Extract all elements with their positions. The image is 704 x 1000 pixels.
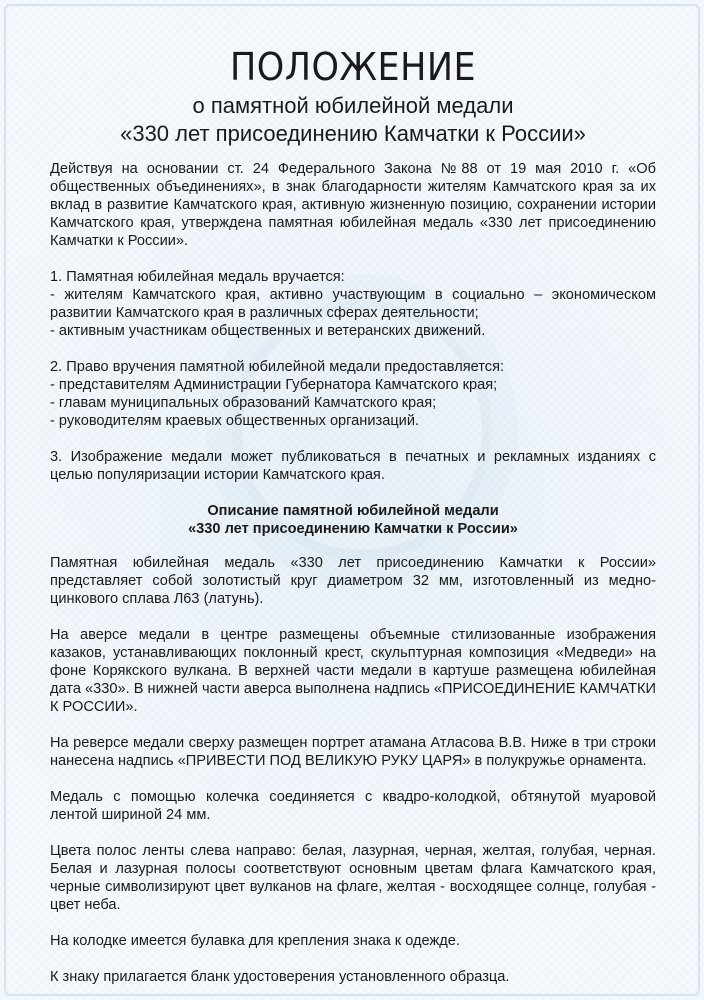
section2-item: - представителям Администрации Губернатора Камчатского края; xyxy=(50,377,498,393)
section1-item: - активным участникам общественных и ветеранских движений. xyxy=(50,323,486,339)
document-subtitle xyxy=(50,92,656,148)
subtitle-line-2: «330 лет присоединению Камчатки к России» xyxy=(120,121,586,146)
description-paragraph: На колодке имеется булавка для крепления знака к одежде. xyxy=(50,933,460,949)
section2-heading: 2. Право вручения памятной юбилейной медали предоставляется: xyxy=(50,359,505,375)
section2-item: - главам муниципальных образований Камчатского края; xyxy=(50,395,437,411)
description-paragraph: Цвета полос ленты слева направо: белая, лазурная, черная, желтая, голубая, черная. Белая и лазурная полосы соответствуют основным цветам флага Камчатского края, черные символизируют цвет вулканов на флаге, желтая - восходящее солнце, голубая - цвет неба. xyxy=(50,843,656,913)
intro-paragraph: Действуя на основании ст. 24 Федерального Закона №88 от 19 мая 2010 г. «Об общественных объединениях», в знак благодарности жителям Камчатского края за их вклад в развитие Камчатского края, активную жизненную позицию, сохранении истории Камчатского края, утверждена памятная юбилейная медаль «330 лет присоединению Камчатки к России». xyxy=(50,161,656,249)
section3-paragraph: 3. Изображение медали может публиковаться в печатных и рекламных изданиях с целью популяризации истории Камчатского края. xyxy=(50,449,656,483)
description-paragraph: Памятная юбилейная медаль «330 лет присоединению Камчатки к России» представляет собой золотистый круг диаметром 32 мм, изготовленный из медно-цинкового сплава Л63 (латунь). xyxy=(50,555,656,607)
section2-item: - руководителям краевых общественных организаций. xyxy=(50,413,420,429)
description-paragraph: Медаль с помощью колечка соединяется с квадро-колодкой, обтянутой муаровой лентой шириной 24 мм. xyxy=(50,789,656,823)
description-heading-line-2: «330 лет присоединению Камчатки к России» xyxy=(188,521,518,537)
description-paragraph: На реверсе медали сверху размещен портрет атамана Атласова В.В. Ниже в три строки нанесена надпись «ПРИВЕСТИ ПОД ВЕЛИКУЮ РУКУ ЦАРЯ» в полукружье орнамента. xyxy=(50,735,656,769)
subtitle-line-1: о памятной юбилейной медали xyxy=(192,93,514,118)
document-content xyxy=(50,44,656,986)
section1-item: - жителям Камчатского края, активно участвующим в социально – экономическом развитии Камчатского края в различных сферах деятельности; xyxy=(50,287,656,321)
description-paragraph: На аверсе медали в центре размещены объемные стилизованные изображения казаков, устанавливающих поклонный крест, скульптурная композиция «Медведи» на фоне Корякского вулкана. В верхней части медали в картуше размещена юбилейная дата «330». В нижней части аверса выполнена надпись «ПРИСОЕДИНЕНИЕ КАМЧАТКИ К РОССИИ». xyxy=(50,627,656,715)
description-paragraph: К знаку прилагается бланк удостоверения установленного образца. xyxy=(50,969,510,985)
document-title: ПОЛОЖЕНИЕ xyxy=(229,45,477,89)
description-heading-line-1: Описание памятной юбилейной медали xyxy=(207,503,499,519)
section1-heading: 1. Памятная юбилейная медаль вручается: xyxy=(50,269,345,285)
